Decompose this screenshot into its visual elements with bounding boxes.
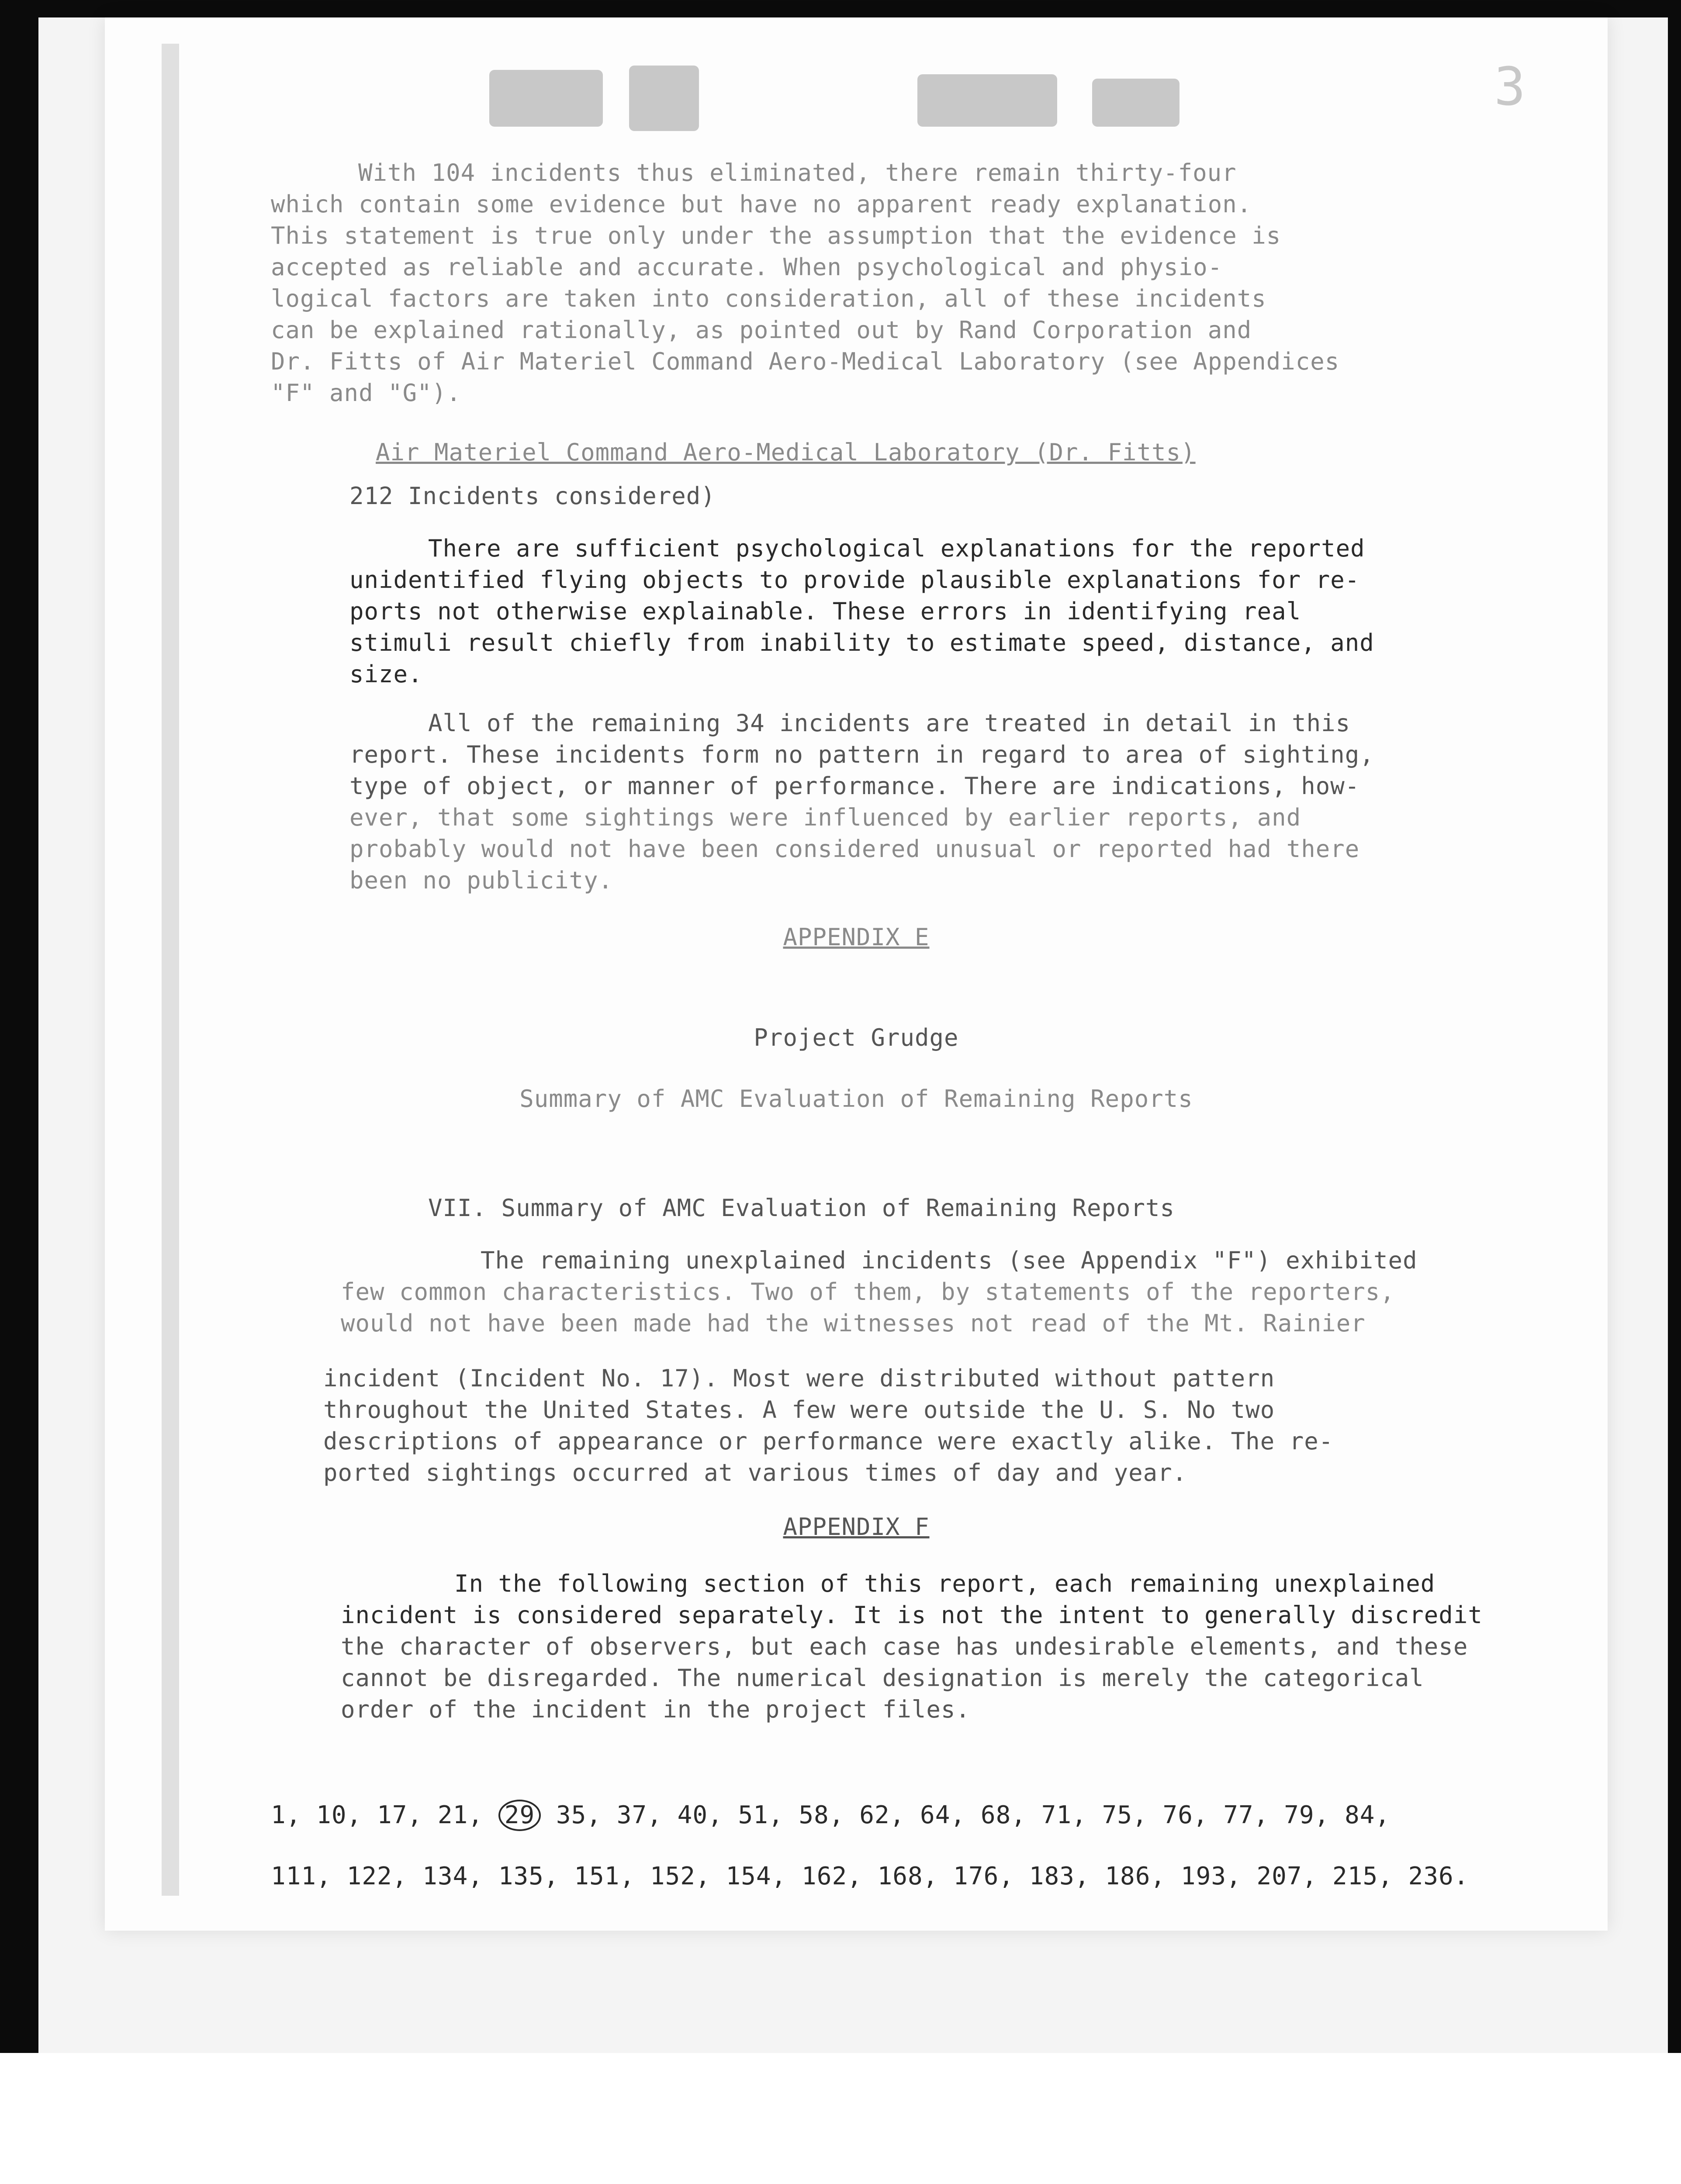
appendix-f-line: order of the incident in the project files. bbox=[341, 1696, 970, 1723]
section-vii-line: few common characteristics. Two of them, by statements of the reporters, bbox=[341, 1278, 1395, 1306]
appendix-e-label: APPENDIX E bbox=[783, 923, 930, 951]
aero-paragraph-line: type of object, or manner of performance. There are indications, how- bbox=[349, 772, 1360, 800]
intro-line: With 104 incidents thus eliminated, there remain thirty-four bbox=[358, 159, 1237, 187]
intro-line: "F" and "G"). bbox=[271, 379, 461, 407]
appendix-f-line: the character of observers, but each case has undesirable elements, and these bbox=[341, 1633, 1468, 1660]
aero-paragraph-line: probably would not have been considered unusual or reported had there bbox=[349, 835, 1360, 863]
section-vii-heading: VII. Summary of AMC Evaluation of Remaining Reports bbox=[428, 1194, 1175, 1222]
appendix-f-line: cannot be disregarded. The numerical designation is merely the categorical bbox=[341, 1664, 1424, 1692]
incident-numbers-rest: 35, 37, 40, 51, 58, 62, 64, 68, 71, 75, 76, 77, 79, 84, bbox=[556, 1801, 1390, 1829]
appendix-f-line: In the following section of this report, each remaining unexplained bbox=[454, 1570, 1435, 1597]
aero-paragraph-line: ports not otherwise explainable. These errors in identifying real bbox=[349, 598, 1301, 625]
aero-medical-heading: Air Materiel Command Aero-Medical Laboratory (Dr. Fitts) bbox=[376, 439, 1196, 466]
section-vii-line: ported sightings occurred at various times of day and year. bbox=[323, 1459, 1187, 1486]
section-vii-line: descriptions of appearance or performance were exactly alike. The re- bbox=[323, 1427, 1334, 1455]
bottom-margin bbox=[0, 2053, 1681, 2184]
aero-paragraph-line: been no publicity. bbox=[349, 867, 613, 894]
project-name: Project Grudge bbox=[754, 1024, 959, 1051]
aero-paragraph-line: unidentified flying objects to provide plausible explanations for re- bbox=[349, 566, 1360, 594]
aero-paragraph-line: report. These incidents form no pattern in regard to area of sighting, bbox=[349, 741, 1374, 768]
section-vii-line: would not have been made had the witnesses not read of the Mt. Rainier bbox=[341, 1310, 1366, 1337]
intro-line: logical factors are taken into consideration, all of these incidents bbox=[271, 285, 1266, 312]
header-redaction bbox=[489, 57, 1276, 135]
aero-paragraph-line: size. bbox=[349, 660, 423, 688]
intro-line: which contain some evidence but have no apparent ready explanation. bbox=[271, 190, 1252, 218]
section-vii-line: incident (Incident No. 17). Most were distributed without pattern bbox=[323, 1365, 1275, 1392]
incident-number-row bbox=[271, 1800, 1390, 1831]
appendix-f-label: APPENDIX F bbox=[783, 1513, 930, 1541]
section-vii-line: throughout the United States. A few were outside the U. S. No two bbox=[323, 1396, 1275, 1424]
aero-paragraph-line: All of the remaining 34 incidents are treated in detail in this bbox=[428, 709, 1351, 737]
aero-paragraph-line: ever, that some sightings were influenced by earlier reports, and bbox=[349, 804, 1301, 831]
intro-line: Dr. Fitts of Air Materiel Command Aero-Medical Laboratory (see Appendices bbox=[271, 348, 1340, 375]
page-corner-mark: 3 bbox=[1494, 57, 1526, 117]
aero-paragraph-line: stimuli result chiefly from inability to estimate speed, distance, and bbox=[349, 629, 1374, 657]
margin-strip bbox=[162, 44, 179, 1896]
circled-incident-number: 29 bbox=[498, 1800, 541, 1831]
intro-line: can be explained rationally, as pointed out by Rand Corporation and bbox=[271, 316, 1252, 344]
incident-number-row: 111, 122, 134, 135, 151, 152, 154, 162, 168, 176, 183, 186, 193, 207, 215, 236. bbox=[271, 1862, 1469, 1890]
section-vii-line: The remaining unexplained incidents (see Appendix "F") exhibited bbox=[481, 1247, 1418, 1274]
aero-paragraph-line: There are sufficient psychological explanations for the reported bbox=[428, 535, 1365, 562]
intro-line: accepted as reliable and accurate. When psychological and physio- bbox=[271, 253, 1223, 281]
intro-line: This statement is true only under the assumption that the evidence is bbox=[271, 222, 1281, 249]
document-page bbox=[105, 17, 1608, 1931]
appendix-f-line: incident is considered separately. It is not the intent to generally discredit bbox=[341, 1601, 1483, 1629]
incident-numbers-start: 1, 10, 17, 21, bbox=[271, 1801, 484, 1829]
appendix-e-title: Summary of AMC Evaluation of Remaining Reports bbox=[519, 1085, 1193, 1113]
aero-medical-subheading: 212 Incidents considered) bbox=[349, 482, 716, 510]
